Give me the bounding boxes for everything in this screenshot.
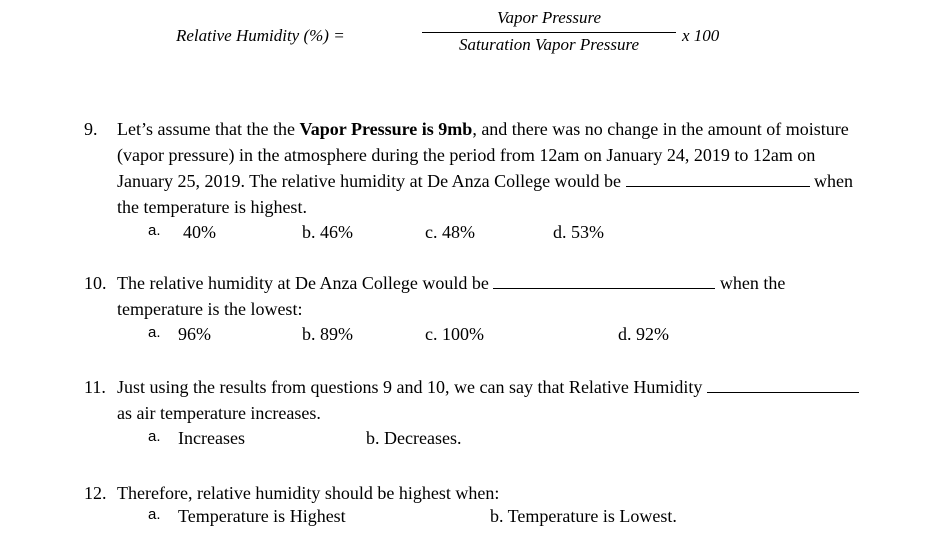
question-text-part: as air temperature increases.	[117, 403, 321, 423]
option-b[interactable]: b. Temperature is Lowest.	[490, 506, 677, 526]
option-label[interactable]: a.	[148, 506, 161, 523]
option-b[interactable]: b. 46%	[302, 222, 353, 242]
question-text-part: when the temperature is highest.	[117, 171, 854, 217]
question-text-part: Just using the results from questions 9 and 10, we can say that Relative Humidity	[117, 377, 707, 397]
option-d[interactable]: d. 92%	[618, 324, 669, 344]
answer-blank[interactable]	[493, 272, 715, 289]
option-a[interactable]: 96%	[178, 324, 211, 344]
question-text-part: when the temperature is the lowest:	[117, 273, 786, 319]
question-9	[84, 116, 874, 220]
formula-rhs: x 100	[682, 26, 720, 45]
question-text-part: , and there was no change in the amount of moisture (vapor pressure) in the atmosphere during the period from 12am on January 24, 2019 to 12am on January 25, 2019. The relative humidity at De Anza College would be	[117, 119, 849, 191]
option-label[interactable]: a.	[148, 324, 161, 341]
question-11	[84, 374, 874, 426]
question-text-part: Let’s assume that the the	[117, 119, 300, 139]
question-text	[117, 116, 874, 220]
answer-blank[interactable]	[626, 170, 810, 187]
question-10	[84, 270, 874, 322]
formula-numerator: Vapor Pressure	[496, 8, 602, 27]
question-number: 12.	[84, 483, 107, 503]
option-b[interactable]: b. 89%	[302, 324, 353, 344]
option-c[interactable]: c. 48%	[425, 222, 475, 242]
option-label[interactable]: a.	[148, 222, 161, 239]
option-label[interactable]: a.	[148, 428, 161, 445]
formula-denominator: Saturation Vapor Pressure	[458, 35, 640, 54]
question-12	[84, 480, 874, 506]
formula-lhs: Relative Humidity (%) =	[176, 26, 345, 45]
question-number: 10.	[84, 273, 107, 293]
question-text-part: The relative humidity at De Anza College would be	[117, 273, 494, 293]
option-a[interactable]: 40%	[183, 222, 216, 242]
option-a[interactable]: Increases	[178, 428, 245, 448]
answer-blank[interactable]	[707, 376, 859, 393]
question-text: Therefore, relative humidity should be highest when:	[117, 483, 500, 503]
relative-humidity-formula	[0, 0, 938, 70]
question-text	[117, 374, 874, 426]
question-text	[117, 270, 874, 322]
option-c[interactable]: c. 100%	[425, 324, 484, 344]
option-a[interactable]: Temperature is Highest	[178, 506, 346, 526]
question-number: 9.	[84, 119, 98, 139]
formula-fraction	[422, 8, 676, 55]
question-bold-text: Vapor Pressure is 9mb	[299, 119, 473, 139]
option-d[interactable]: d. 53%	[553, 222, 604, 242]
option-b[interactable]: b. Decreases.	[366, 428, 462, 448]
question-number: 11.	[84, 377, 106, 397]
